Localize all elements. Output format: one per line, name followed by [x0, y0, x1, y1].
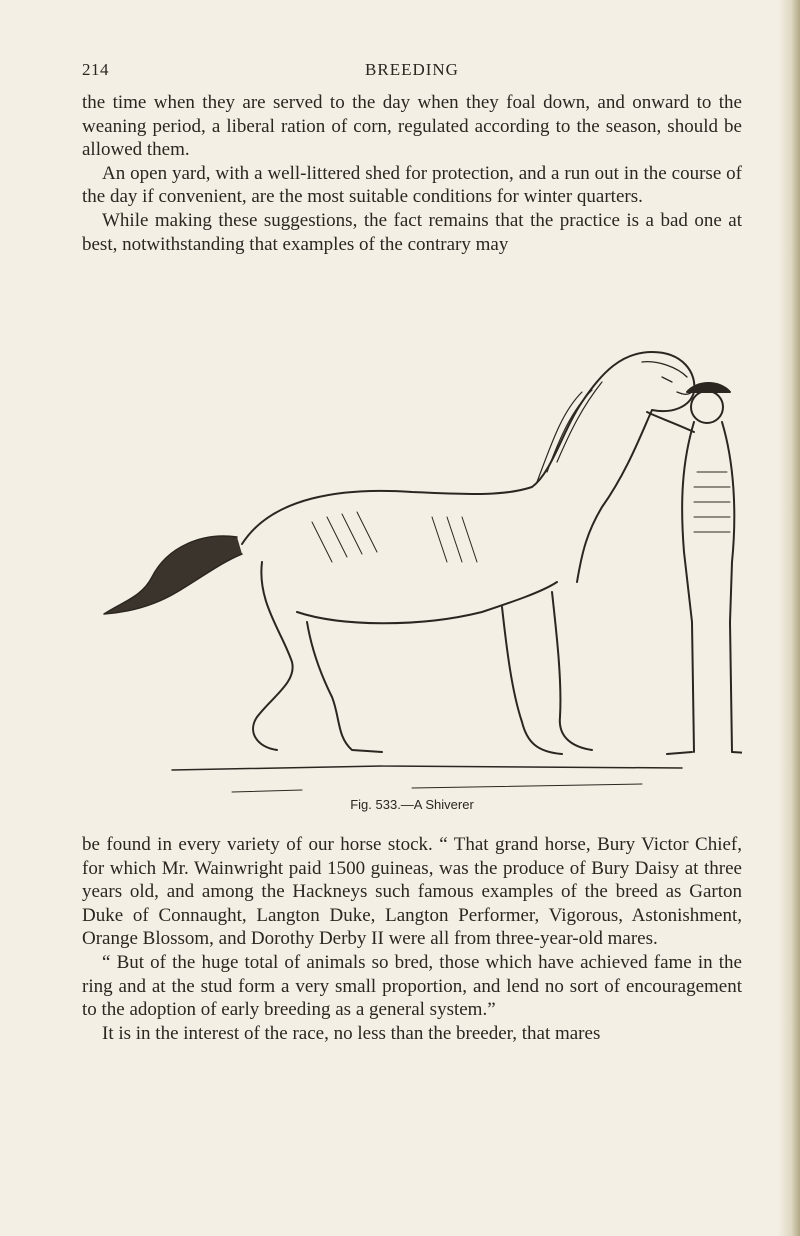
figure-caption: Fig. 533.—A Shiverer	[350, 797, 474, 812]
running-head: BREEDING	[365, 60, 459, 79]
paragraph: While making these suggestions, the fact remains that the practice is a bad one at best, notwithstanding that examples of the contrary may	[82, 209, 742, 255]
paragraph: An open yard, with a well-littered shed for protection, and a run out in the course of the day if convenient, are the most suitable conditions for winter quarters.	[82, 162, 742, 208]
top-text-block	[82, 91, 742, 256]
page-header	[82, 60, 742, 86]
page-number: 214	[82, 60, 109, 79]
page-edge-shadow	[778, 0, 800, 1236]
paragraph: It is in the interest of the race, no less than the breeder, that mares	[102, 1022, 601, 1044]
bottom-text-block	[82, 833, 742, 1045]
paragraph: “ But of the huge total of animals so bred, those which have achieved fame in the ring and at the stud form a very small proportion, and lend no sort of encouragement to the adoption of early breeding as a general system.”	[82, 951, 742, 1021]
figure-illustration	[82, 322, 742, 797]
paragraph: the time when they are served to the day when they foal down, and onward to the weaning period, a liberal ration of corn, regulated according to the season, should be allowed them.	[82, 92, 742, 161]
horse-and-handler-illustration-icon	[82, 322, 742, 797]
paragraph: be found in every variety of our horse stock. “ That grand horse, Bury Victor Chief, for which Mr. Wainwright paid 1500 guineas, was the produce of Bury Daisy at three years old, and among the Hackneys such famous examples of the breed as Garton Duke of Connaught, Langton Duke, Langton Performer, Vigorous, Astonishment, Orange Blossom, and Dorothy Derby II were all from three-year-old mares.	[82, 834, 742, 950]
